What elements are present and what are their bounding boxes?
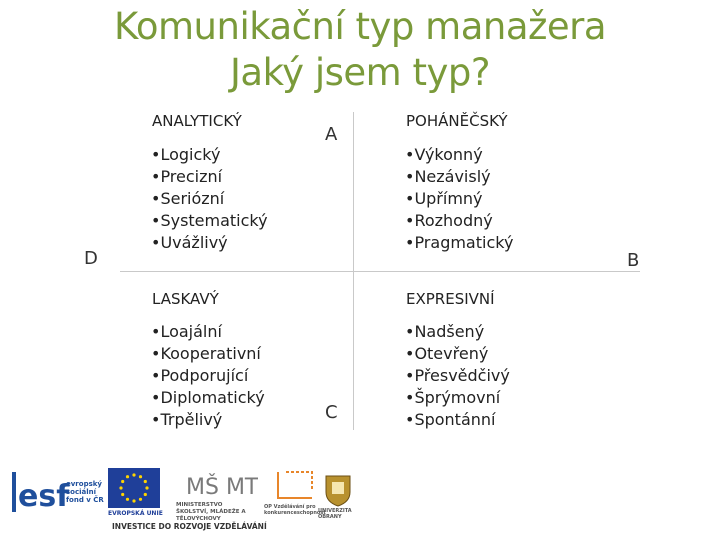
quadrant-analytic-traits: [151, 144, 268, 254]
op-logo-graphic: [264, 466, 326, 504]
quadrant-driver-title: POHÁNĚČSKÝ: [406, 112, 508, 130]
trait-item: •Šprýmovní: [405, 388, 501, 407]
university-caption: UNIVERZITA OBRANY: [318, 508, 352, 520]
op-caption: OP Vzdělávání pro konkurenceschopnost: [264, 504, 326, 516]
quadrant-driver-traits: [405, 144, 513, 254]
quadrant-expressive-traits: [405, 321, 510, 431]
horizontal-divider: [120, 271, 640, 272]
eu-flag-icon: [108, 468, 160, 508]
quadrant-amiable-title: LASKAVÝ: [152, 290, 219, 308]
op-logo: [264, 466, 326, 522]
quadrant-amiable-traits: [151, 321, 265, 431]
msmt-logo: [170, 466, 258, 522]
esf-caption: evropský sociální fond v ČR: [66, 480, 104, 504]
university-logo: [318, 468, 358, 522]
trait-item: •Systematický: [151, 211, 268, 230]
trait-item: •Precizní: [151, 167, 223, 186]
trait-item: •Loajální: [151, 322, 222, 341]
msmt-caption: MINISTERSTVO ŠKOLSTVÍ, MLÁDEŽE A TĚLOVÝCHOVY: [176, 502, 246, 522]
quadrant-expressive-title: EXPRESIVNÍ: [406, 290, 495, 308]
trait-item: •Výkonný: [405, 145, 483, 164]
trait-item: •Seriózní: [151, 189, 225, 208]
trait-item: •Trpělivý: [151, 410, 223, 429]
trait-item: •Přesvědčivý: [405, 366, 510, 385]
trait-item: •Uvážlivý: [151, 233, 228, 252]
axis-label-a: A: [325, 124, 338, 145]
trait-item: •Upřímný: [405, 189, 483, 208]
trait-item: •Podporující: [151, 366, 249, 385]
eu-logo: [108, 468, 163, 522]
investice-caption: INVESTICE DO ROZVOJE VZDĚLÁVÁNÍ: [112, 522, 267, 531]
eu-star: [139, 498, 142, 501]
footer-logos: [0, 462, 720, 540]
esf-logo: [12, 470, 102, 514]
title-line-1: Komunikační typ manažera: [113, 5, 607, 48]
slide-title: [0, 4, 720, 96]
axis-label-d: D: [84, 248, 98, 269]
trait-item: •Diplomatický: [151, 388, 265, 407]
esf-logo-text: esf: [18, 479, 70, 514]
title-line-2: Jaký jsem typ?: [229, 51, 490, 94]
axis-label-c: C: [325, 402, 338, 423]
trait-item: •Pragmatický: [405, 233, 514, 252]
eu-caption: EVROPSKÁ UNIE: [108, 510, 163, 517]
eu-star: [144, 480, 147, 483]
eu-star: [121, 493, 124, 496]
university-crest-icon: [318, 468, 358, 508]
eu-star: [132, 499, 135, 502]
msmt-logo-text: MŠ MT: [186, 475, 258, 500]
trait-item: •Rozhodný: [405, 211, 493, 230]
eu-star: [139, 475, 142, 478]
msmt-logo-graphic: [170, 466, 258, 502]
eu-star: [126, 475, 129, 478]
trait-item: •Otevřený: [405, 344, 489, 363]
trait-item: •Kooperativní: [151, 344, 261, 363]
trait-item: •Logický: [151, 145, 221, 164]
axis-label-b: B: [627, 250, 640, 271]
eu-star: [119, 486, 122, 489]
eu-star: [126, 498, 129, 501]
trait-item: •Spontánní: [405, 410, 496, 429]
eu-star: [145, 486, 148, 489]
eu-star: [121, 480, 124, 483]
eu-star: [132, 473, 135, 476]
trait-item: •Nadšený: [405, 322, 485, 341]
trait-item: •Nezávislý: [405, 167, 491, 186]
quadrant-analytic-title: ANALYTICKÝ: [152, 112, 242, 130]
eu-star: [144, 493, 147, 496]
